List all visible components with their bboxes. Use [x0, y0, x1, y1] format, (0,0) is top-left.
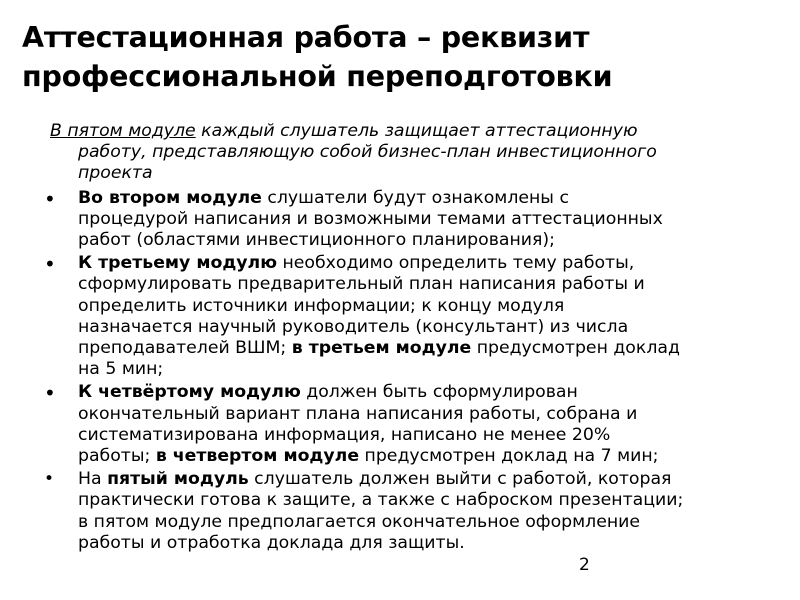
item-text: в пятом модуле предполагается окончательное оформление: [78, 511, 640, 532]
intro-text-1: каждый слушатель защищает аттестационную: [195, 121, 638, 141]
bullet-icon: •: [44, 252, 56, 277]
item-text: работы;: [78, 446, 156, 467]
bullet-icon: •: [44, 381, 56, 406]
bullet-icon: •: [44, 469, 55, 490]
list-item-fourth-module: [0, 382, 790, 467]
slide-title: [22, 18, 762, 96]
item-text: предусмотрен доклад на 7 мин;: [359, 446, 659, 467]
item-bold-phrase: Во втором модуле: [78, 187, 262, 208]
intro-underlined-phrase: В пятом модуле: [50, 121, 196, 141]
bullet-icon: •: [44, 186, 56, 211]
item-text: работ (областями инвестиционного планирования);: [78, 230, 555, 251]
item-text: окончательный вариант плана написания работы, собрана и: [78, 403, 638, 424]
item-bold-phrase: пятый модуль: [107, 469, 249, 490]
item-text: работы и отработка доклада для защиты.: [78, 532, 465, 553]
item-text: должен быть сформулирован: [300, 382, 578, 403]
item-text: систематизирована информация, написано не менее 20%: [78, 424, 611, 445]
title-line-1: Аттестационная работа – реквизит: [22, 21, 590, 54]
item-bold-phrase: К четвёртому модулю: [78, 382, 301, 403]
list-item-third-module: [0, 253, 790, 380]
item-text: преподавателей ВШМ;: [78, 338, 292, 359]
item-text: определить источники информации; к концу модуля: [78, 295, 565, 316]
item-text: слушатели будут ознакомлены с: [261, 187, 569, 208]
title-line-2: профессиональной переподготовки: [22, 60, 613, 93]
item-text: назначается научный руководитель (консультант) из числа: [78, 316, 629, 337]
item-text: На: [78, 469, 108, 490]
intro-paragraph: [0, 121, 790, 185]
item-text: необходимо определить тему работы,: [277, 253, 635, 274]
item-text: на 5 мин;: [78, 359, 164, 380]
item-text: сформулировать предварительный план написания работы и: [78, 274, 645, 295]
intro-text-2: работу, представляющую собой бизнес-план инвестиционного: [78, 142, 657, 163]
slide-body: [0, 121, 790, 556]
item-text: процедурой написания и возможными темами аттестационных: [78, 208, 663, 229]
item-text: практически готова к защите, а также с наброском презентации;: [78, 490, 684, 511]
item-bold-phrase: К третьему модулю: [78, 253, 277, 274]
item-bold-phrase: в четвертом модуле: [155, 446, 360, 467]
page-number: 2: [579, 555, 590, 575]
intro-text-3: проекта: [78, 163, 153, 184]
item-text: слушатель должен выйти с работой, которая: [248, 469, 672, 490]
item-text: предусмотрен доклад: [471, 338, 680, 359]
list-item-fifth-module: [0, 469, 790, 554]
item-bold-phrase: в третьем модуле: [291, 338, 472, 359]
list-item-second-module: [0, 188, 790, 252]
